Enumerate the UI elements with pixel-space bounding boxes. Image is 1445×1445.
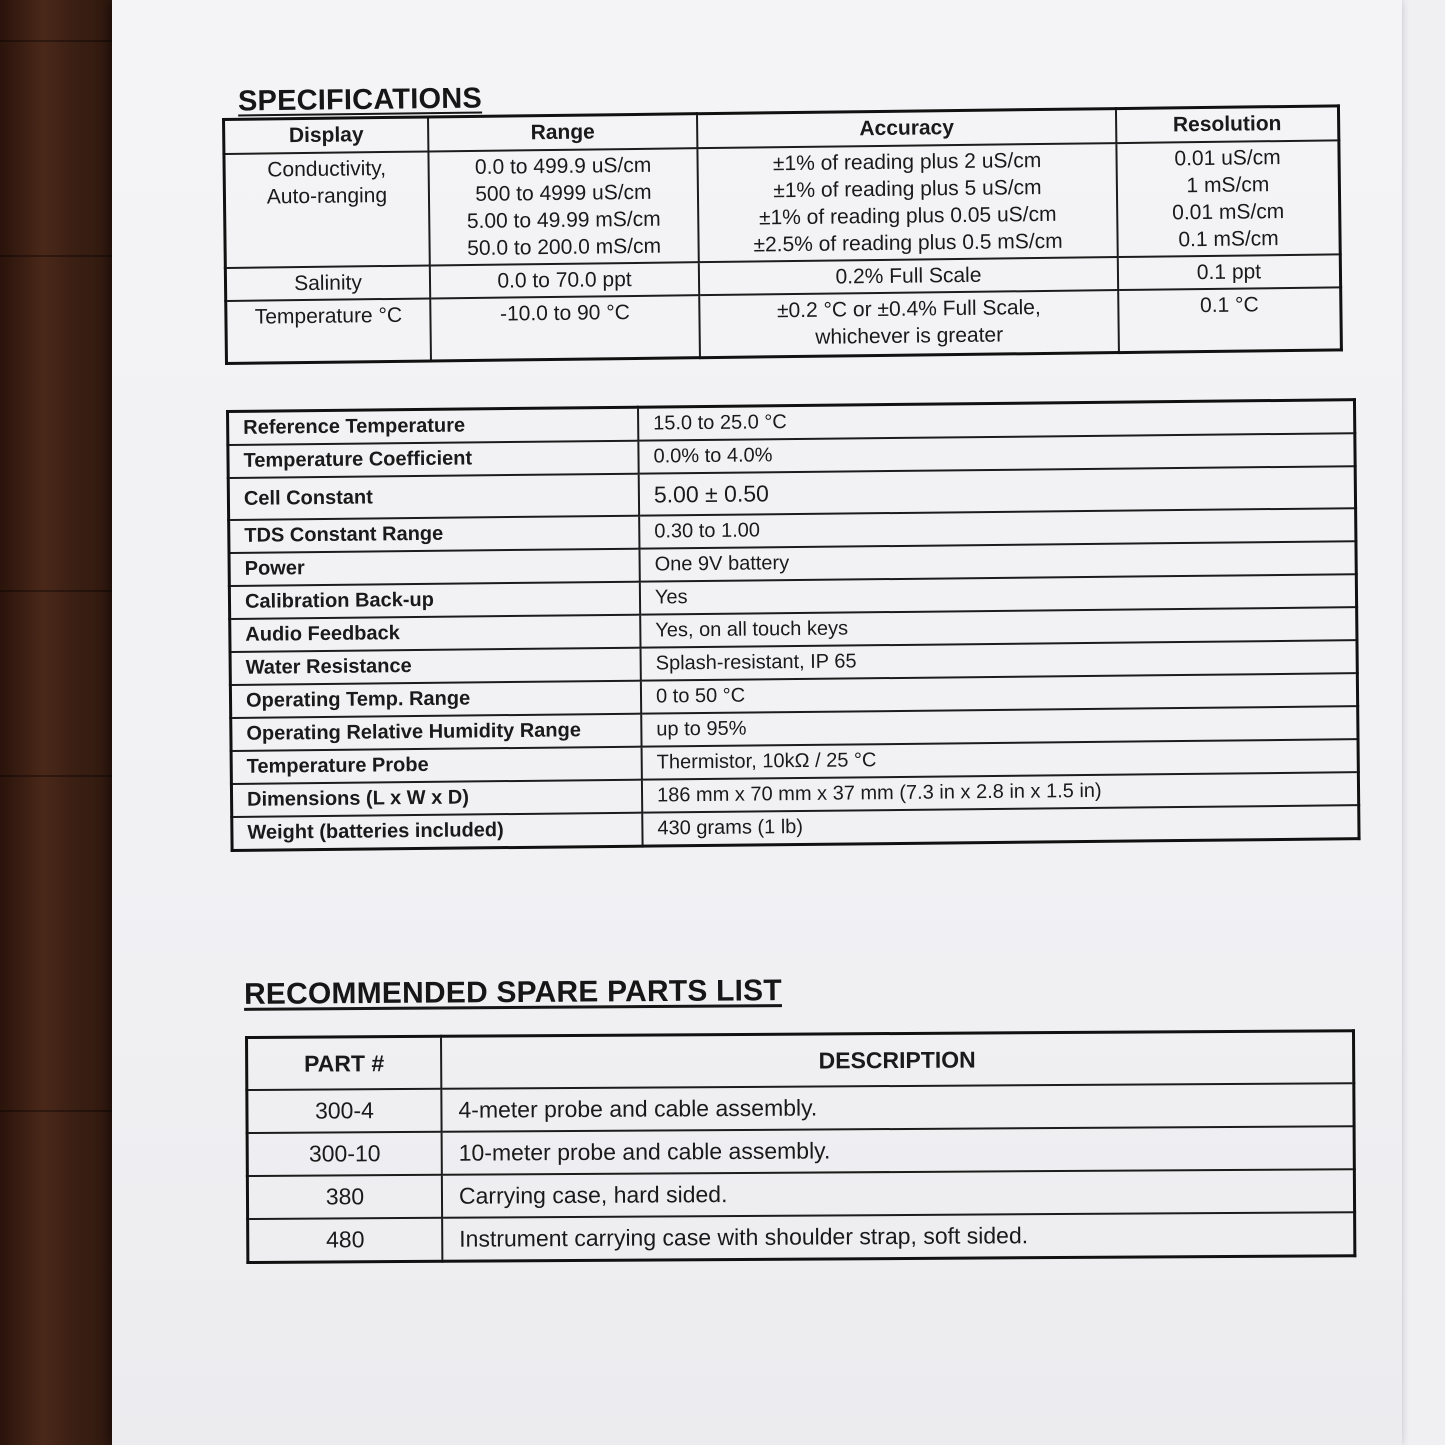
header-part-number: PART # <box>247 1036 442 1090</box>
underlying-paper <box>1395 0 1445 1445</box>
table-row: Operating Temp. Range 0 to 50 °C <box>230 673 1357 718</box>
salinity-accuracy: 0.2% Full Scale <box>699 257 1118 295</box>
table-row: Cell Constant 5.00 ± 0.50 <box>228 466 1355 520</box>
spare-parts-table <box>245 1029 1356 1264</box>
wood-table-background <box>0 0 125 1445</box>
table-row: Audio Feedback Yes, on all touch keys <box>230 607 1357 652</box>
header-accuracy: Accuracy <box>697 109 1116 149</box>
salinity-range: 0.0 to 70.0 ppt <box>430 262 699 298</box>
table-row: TDS Constant Range 0.30 to 1.00 <box>229 508 1356 553</box>
conductivity-display: Conductivity, Auto-ranging <box>224 151 430 267</box>
temperature-display: Temperature °C <box>226 298 431 363</box>
temperature-resolution: 0.1 °C <box>1118 287 1341 352</box>
table-row: Dimensions (L x W x D) 186 mm x 70 mm x 37 mm (7.3 in x 2.8 in x 1.5 in) <box>231 772 1358 817</box>
table-row: 300-10 10-meter probe and cable assembly. <box>247 1126 1354 1176</box>
table-row: Temperature Coefficient 0.0% to 4.0% <box>228 433 1355 478</box>
header-description: DESCRIPTION <box>441 1031 1354 1089</box>
conductivity-resolution: 0.01 uS/cm 1 mS/cm 0.01 mS/cm 0.1 mS/cm <box>1116 140 1340 257</box>
specifications-table <box>222 104 1343 365</box>
properties-table <box>226 398 1361 852</box>
table-row: Operating Relative Humidity Range up to 95% <box>231 706 1358 751</box>
header-display: Display <box>224 117 429 154</box>
conductivity-range: 0.0 to 499.9 uS/cm 500 to 4999 uS/cm 5.00 to 49.99 mS/cm 50.0 to 200.0 mS/cm <box>428 148 698 265</box>
table-row: 480 Instrument carrying case with shoulder strap, soft sided. <box>248 1212 1355 1262</box>
temperature-row <box>226 287 1342 363</box>
table-row: 380 Carrying case, hard sided. <box>247 1169 1354 1219</box>
table-row: Reference Temperature 15.0 to 25.0 °C <box>228 400 1355 445</box>
conductivity-accuracy: ±1% of reading plus 2 uS/cm ±1% of reading plus 5 uS/cm ±1% of reading plus 0.05 uS/cm ±2.5% of reading plus 0.5 mS/cm <box>697 143 1117 262</box>
conductivity-row <box>224 140 1340 268</box>
specifications-heading: SPECIFICATIONS <box>237 82 483 118</box>
spare-parts-heading: RECOMMENDED SPARE PARTS LIST <box>243 974 782 1011</box>
table-row: 300-4 4-meter probe and cable assembly. <box>247 1083 1354 1133</box>
temperature-accuracy: ±0.2 °C or ±0.4% Full Scale, whichever is greater <box>699 290 1119 358</box>
salinity-display: Salinity <box>225 265 430 300</box>
table-row: Weight (batteries included) 430 grams (1 lb) <box>232 805 1359 850</box>
table-row: Temperature Probe Thermistor, 10kΩ / 25 °C <box>231 739 1358 784</box>
header-resolution: Resolution <box>1116 106 1339 143</box>
table-row: Water Resistance Splash-resistant, IP 65 <box>230 640 1357 685</box>
header-range: Range <box>428 114 697 152</box>
table-row: Calibration Back-up Yes <box>229 574 1356 619</box>
salinity-resolution: 0.1 ppt <box>1118 254 1341 290</box>
table-row: Power One 9V battery <box>229 541 1356 586</box>
temperature-range: -10.0 to 90 °C <box>430 295 700 361</box>
